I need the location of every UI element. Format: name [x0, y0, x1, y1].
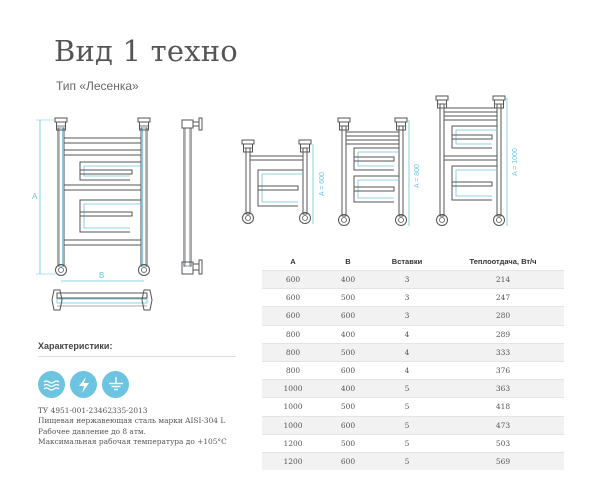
electricity-icon: [70, 371, 97, 398]
table-cell: 5: [372, 380, 442, 398]
table-cell: 3: [372, 289, 442, 307]
specs-list: [38, 406, 227, 448]
table-cell: 4: [372, 361, 442, 379]
table-cell: 569: [442, 452, 564, 470]
side-view: [182, 118, 202, 274]
spec-line: Пищевая нержавеющая сталь марки AISI-304 L: [38, 416, 226, 426]
dim-b-label: B: [99, 271, 105, 280]
table-cell: 400: [324, 380, 372, 398]
spec-line: ТУ 4951-001-23462335-2013: [38, 406, 148, 415]
table-cell: 247: [442, 289, 564, 307]
table-cell: 600: [324, 307, 372, 325]
water-icon: [38, 371, 65, 398]
table-row: [262, 307, 564, 325]
table-cell: 3: [372, 271, 442, 289]
table-cell: 3: [372, 307, 442, 325]
table-cell: 600: [262, 289, 324, 307]
variant-600: [242, 140, 313, 224]
table-row: [262, 289, 564, 307]
page-subtitle: Тип «Лесенка»: [56, 79, 139, 93]
table-cell: 800: [262, 325, 324, 343]
table-body: [262, 271, 564, 471]
specs-title: Характеристики:: [38, 341, 113, 351]
table-header-row: [262, 252, 564, 271]
table-cell: 600: [324, 452, 372, 470]
table-row: [262, 343, 564, 361]
table-cell: 503: [442, 434, 564, 452]
table-cell: 1200: [262, 434, 324, 452]
variant-800: [338, 118, 409, 226]
page-title: Вид 1 техно: [54, 34, 238, 68]
table-cell: 5: [372, 398, 442, 416]
table-cell: 400: [324, 325, 372, 343]
table-cell: 280: [442, 307, 564, 325]
table-cell: 800: [262, 361, 324, 379]
table-cell: 500: [324, 434, 372, 452]
table-cell: 1000: [262, 380, 324, 398]
table-cell: 289: [442, 325, 564, 343]
table-cell: 473: [442, 416, 564, 434]
header-heat-output: Теплоотдача, Вт/ч: [469, 256, 537, 266]
main-front-view: [36, 118, 150, 281]
specs-table: [262, 252, 564, 470]
table-cell: 214: [442, 271, 564, 289]
dim-600-label: A = 600: [319, 172, 326, 196]
spec-line: Рабочее давление до 8 атм.: [38, 426, 147, 436]
table-row: [262, 398, 564, 416]
table-row: [262, 271, 564, 289]
table-row: [262, 361, 564, 379]
table-cell: 600: [262, 271, 324, 289]
dim-a-label: A: [32, 192, 38, 201]
top-view: [52, 290, 152, 310]
table-cell: 500: [324, 289, 372, 307]
variant-1000: [436, 96, 507, 226]
header-b: B: [345, 256, 351, 266]
table-cell: 1000: [262, 416, 324, 434]
table-cell: 376: [442, 361, 564, 379]
table-cell: 400: [324, 271, 372, 289]
table-row: [262, 380, 564, 398]
dim-800-label: A = 800: [414, 164, 421, 188]
table-cell: 600: [262, 307, 324, 325]
grounding-icon: [102, 371, 129, 398]
dim-1000-label: A = 1000: [512, 148, 519, 176]
table-cell: 5: [372, 452, 442, 470]
table-cell: 1200: [262, 452, 324, 470]
table-row: [262, 416, 564, 434]
table-cell: 500: [324, 343, 372, 361]
table-cell: 333: [442, 343, 564, 361]
spec-line: Максимальная рабочая температура до +105°С: [38, 437, 227, 447]
table-cell: 363: [442, 380, 564, 398]
table-row: [262, 434, 564, 452]
table-cell: 500: [324, 398, 372, 416]
table-cell: 5: [372, 434, 442, 452]
table-cell: 1000: [262, 398, 324, 416]
table-cell: 600: [324, 416, 372, 434]
specs-divider: [38, 356, 236, 357]
table-cell: 4: [372, 343, 442, 361]
table-cell: 600: [324, 361, 372, 379]
table-cell: 5: [372, 416, 442, 434]
header-a: A: [290, 256, 296, 266]
table-cell: 418: [442, 398, 564, 416]
table-row: [262, 452, 564, 470]
table-cell: 4: [372, 325, 442, 343]
table-cell: 800: [262, 343, 324, 361]
specs-icons: [38, 371, 129, 398]
header-inserts: Вставки: [391, 256, 423, 266]
table-row: [262, 325, 564, 343]
